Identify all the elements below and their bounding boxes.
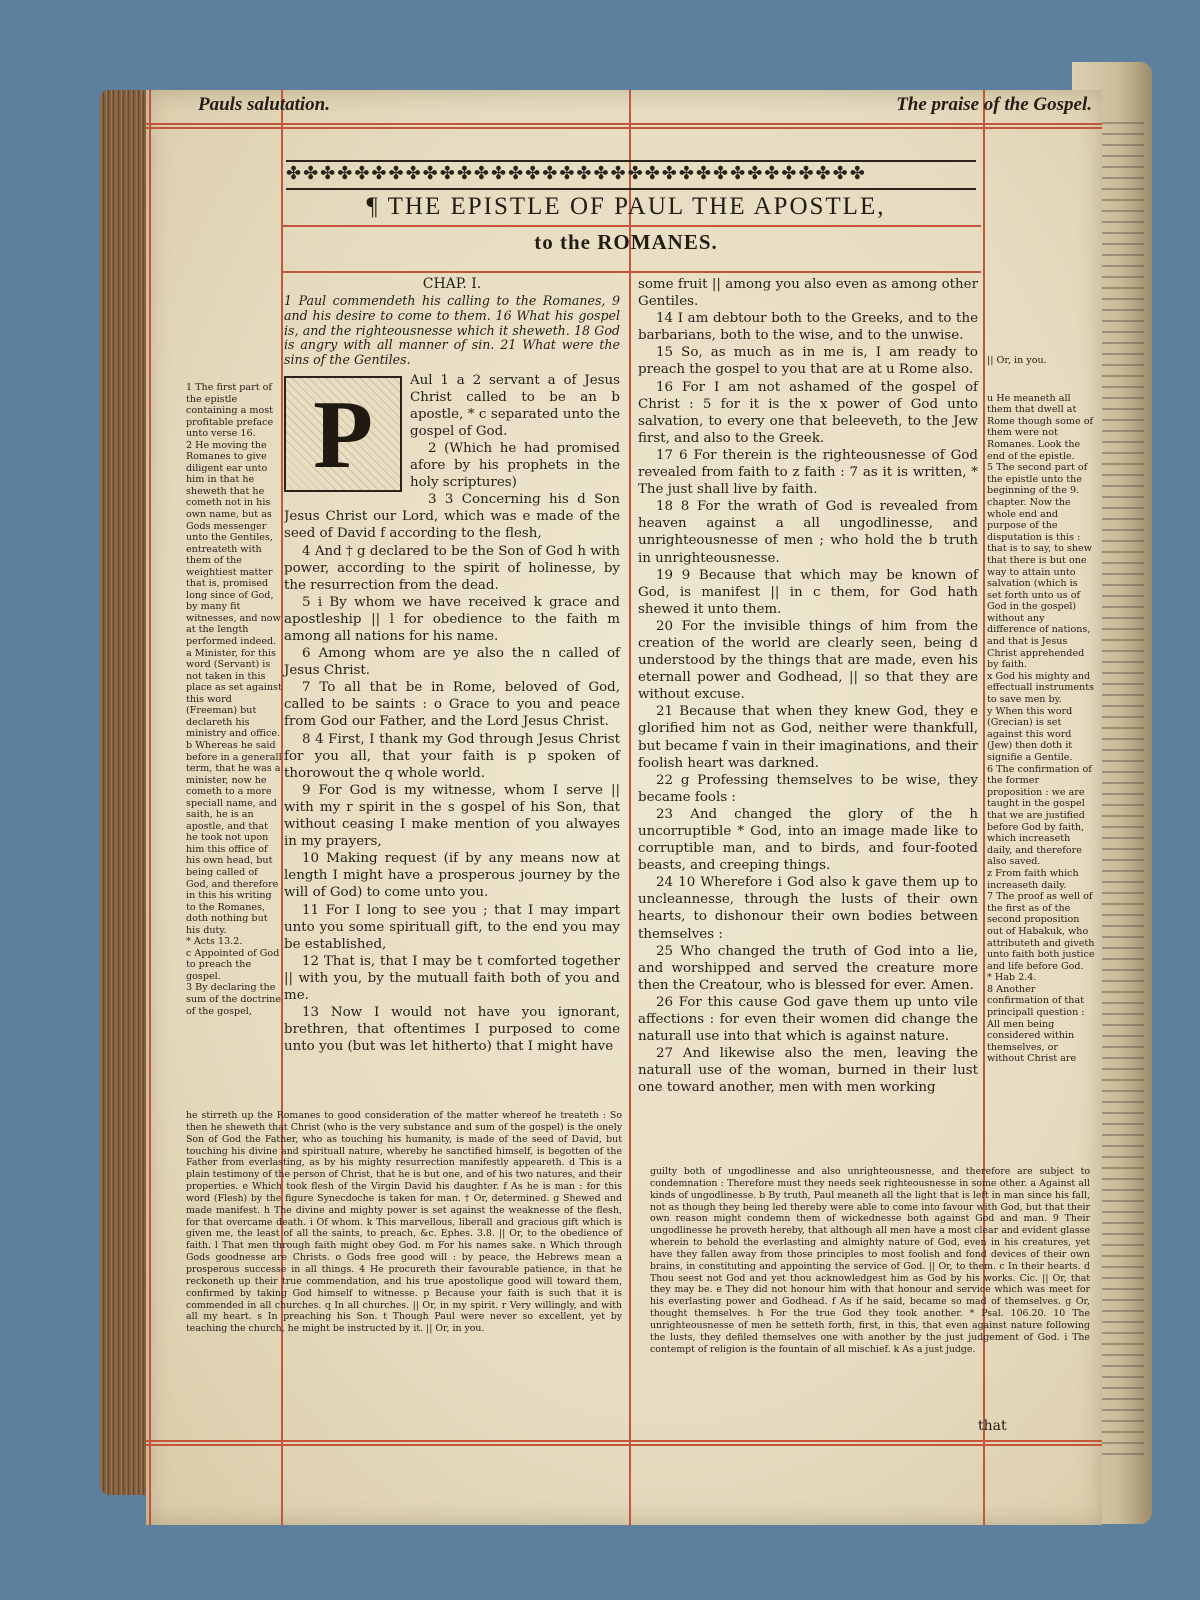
- text-column-right: [638, 276, 978, 1097]
- verse: 15 So, as much as in me is, I am ready to preach the gospel to you that are at u Rome also.: [638, 345, 978, 378]
- verse: 5 i By whom we have received k grace and apostleship || l for obedience to the faith m among all nations for his name.: [284, 594, 620, 645]
- verse: 23 And changed the glory of the h uncorruptible * God, into an image made like to corruptible man, and to birds, and four-footed beasts, and creeping things.: [638, 806, 978, 874]
- verse: 17 6 For therein is the righteousnesse of God revealed from faith to z faith : 7 as it is written, * The just shall live by faith.: [638, 447, 978, 498]
- verse: 14 I am debtour both to the Greeks, and to the barbarians, both to the wise, and to the unwise.: [638, 311, 978, 344]
- rule-left-outer: [149, 90, 151, 1525]
- verse: 11 For I long to see you ; that I may impart unto you some spirituall gift, to the end you may be established,: [284, 902, 620, 952]
- verse: 16 For I am not ashamed of the gospel of Christ : 5 for it is the x power of God unto salvation, to every one that beleeveth, to the Jew first, and also to the Greek.: [638, 379, 978, 446]
- margin-note: 2 He moving the Romanes to give diligent ear unto him in that he sheweth that he cometh not in his own name, but as Gods messenger unto the Gentiles, entreateth with them of the weightiest matter that is, promised long since of God, by many fit witnesses, and now at the length performed indeed.: [186, 439, 281, 648]
- margin-note: 6 The confirmation of the former proposition : we are taught in the gospel that we are justified before God by faith, which increaseth daily, and therefore also saved.: [987, 763, 1092, 868]
- margin-note: || Or, in you.: [987, 355, 1047, 366]
- running-header-right: The praise of the Gospel.: [896, 94, 1092, 115]
- margin-note: 7 The proof as well of the first as of the second proposition out of Habakuk, who attributeth and giveth unto faith both justice and life before God.: [987, 891, 1095, 972]
- verse: 20 For the invisible things of him from the creation of the world are clearly seen, being d understood by the things that are made, even his eternall power and Godhead, || so that they are without excuse.: [638, 618, 978, 703]
- margin-notes-left: [186, 382, 282, 1017]
- margin-note: c Appointed of God to preach the gospel.: [186, 947, 280, 982]
- margin-notes-right: [987, 355, 1095, 1065]
- verse: 13 Now I would not have you ignorant, brethren, that oftentimes I purposed to come unto you (but was let hitherto) that I might have: [284, 1005, 620, 1055]
- open-book: [100, 62, 1152, 1530]
- verse: 10 Making request (if by any means now at length I might have a prosperous journey by the will of God) to come unto you.: [284, 851, 620, 901]
- verse: 24 10 Wherefore i God also k gave them up to uncleannesse, through the lusts of their own hearts, to dishonour their own bodies between themselves :: [638, 875, 978, 942]
- decorated-initial-icon: [284, 376, 402, 492]
- verse: 9 For God is my witnesse, whom I serve || with my r spirit in the s gospel of his Son, that without ceasing I make mention of you alwayes in my prayers,: [284, 782, 620, 850]
- chapter-heading: CHAP. I.: [422, 276, 482, 292]
- margin-note: 8 Another confirmation of that principall question : All men being considered within themselves, or without Christ are: [987, 983, 1085, 1065]
- verse: 6 Among whom are ye also the n called of Jesus Christ.: [284, 646, 620, 679]
- verse: 27 And likewise also the men, leaving the naturall use of the woman, burned in their lust one toward another, men with men working: [638, 1046, 978, 1096]
- book-subtitle: to the ROMANES.: [534, 230, 718, 254]
- dropcap-letter: P: [313, 380, 373, 489]
- margin-note: 3 By declaring the sum of the doctrine of the gospel,: [186, 982, 282, 1017]
- rule-under-subtitle: [281, 271, 981, 273]
- rule-bottom: [146, 1440, 1102, 1442]
- rule-top: [146, 123, 1102, 125]
- verse: 8 4 First, I thank my God through Jesus Christ for you all, that your faith is p spoken of thorowout the q whole world.: [284, 731, 620, 781]
- bible-page: [146, 90, 1102, 1525]
- rule-bottom-inner: [146, 1444, 1102, 1446]
- verse: Aul 1 a 2 servant a of Jesus Christ called to be an b apostle, * c separated unto the gospel of God.: [410, 372, 620, 439]
- margin-note: u He meaneth all them that dwell at Rome though some of them were not Romanes. Look the end of the epistle.: [987, 392, 1094, 462]
- catchword: that: [978, 1418, 1007, 1434]
- verse: 21 Because that when they knew God, they e glorified him not as God, neither were thankfull, but became f vain in their imaginations, and their foolish heart was darkned.: [638, 704, 978, 771]
- text-column-left: [284, 276, 620, 1055]
- verse: 18 8 For the wrath of God is revealed from heaven against a all ungodlinesse, and unrighteousnesse of men ; who hold the b truth in unrighteousnesse.: [638, 499, 978, 566]
- chapter-summary: 1 Paul commendeth his calling to the Romanes, 9 and his desire to come to them. 16 What his gospel is, and the righteousnesse which it sheweth. 18 God is angry with all manner of sin. 21 What were the sins of the Gentiles.: [284, 293, 620, 367]
- rule-top-inner: [146, 127, 1102, 129]
- verse: 25 Who changed the truth of God into a lie, and worshipped and served the creature more then the Creatour, who is blessed for ever. Amen.: [638, 943, 978, 993]
- margin-note: x God his mighty and effectuall instruments to save men by.: [987, 670, 1095, 706]
- verse: some fruit || among you also even as among other Gentiles.: [638, 277, 978, 310]
- verse: 12 That is, that I may be t comforted together || with you, by the mutuall faith both of you and me.: [284, 953, 620, 1003]
- verse: 26 For this cause God gave them up unto vile affections : for even their women did change the naturall use into that which is against nature.: [638, 994, 978, 1045]
- margin-note: 1 The first part of the epistle containing a most profitable preface unto verse 16.: [186, 382, 274, 440]
- verse: 4 And † g declared to be the Son of God h with power, according to the spirit of holinesse, by the resurrection from the dead.: [284, 543, 620, 593]
- margin-note: z From faith which increaseth daily.: [987, 867, 1079, 891]
- verse: 22 g Professing themselves to be wise, they became fools :: [638, 772, 978, 805]
- margin-note: y When this word (Grecian) is set against this word (Jew) then doth it signifie a Gentile.: [987, 705, 1073, 763]
- rule-center: [629, 90, 631, 1525]
- margin-note: a Minister, for this word (Servant) is not taken in this place as set against this word (Freeman) but declareth his ministry and office.: [186, 647, 282, 740]
- margin-note: b Whereas he said before in a generall term, that he was a minister, now he cometh to a more speciall name, and saith, he is an apostle, and that he took not upon him this office of his own head, but being called of God, and therefore in this his writing to the Romanes, doth nothing but his duty.: [186, 739, 282, 936]
- opening-verse-block: [284, 372, 620, 543]
- verse: 7 To all that be in Rome, beloved of God, called to be saints : o Grace to you and peace from God our Father, and the Lord Jesus Christ.: [284, 680, 620, 730]
- footnotes-left: he stirreth up the Romanes to good consideration of the matter whereof he treateth : So then he sheweth that Christ (who is the very substance and sum of the gospel) is the onely Son of God the Father, who as touching his humanity, is made of the seed of David, but touching his divine and spirituall nature, whereby he sanctified himself, is begotten of the Father from everlasting, as by his mighty resurrection manifestly appeareth. d This is a plain testimony of the person of Christ, that he is but one, and of his two natures, and their properties. e Which took flesh of the Virgin David his daughter. f As he is man : for this word (Flesh) by the figure Synecdoche is taken for man. † Or, determined. g Shewed and made manifest. h The divine and mighty power is set against the weaknesse of the flesh, for that overcame death. i Of whom. k This marvellous, liberall and gracious gift which is given me, the least of all the saints, to preach, &c. Ephes. 3.8. || Or, to the obedience of faith. l That men through faith might obey God. m For his names sake. n Which through Gods goodnesse are Christs. o Gods free good will : by peace, the Hebrews mean a prosperous successe in all things. 4 He procureth their favourable patience, in that he reckoneth up their true commendation, and his true apostolique good will toward them, confirmed by taking God himself to witnesse. p Because your faith is such that it is commended in all churches. q In all churches. || Or, in my spirit. r Very willingly, and with all my heart. s In preaching his Son. t Though Paul were never so excellent, yet by teaching the church, he might be instructed by it. || Or, in you.: [186, 1110, 622, 1335]
- footnotes-right: guilty both of ungodlinesse and also unrighteousnesse, and therefore are subject to condemnation : Therefore must they needs seek righteousnesse in some other. a Against all kinds of ungodlinesse. b By truth, Paul meaneth all the light that is left in man since his fall, not as though they being led thereby were able to come into favour with God, but that their own reason might condemn them of wickednesse both against God and man. 9 Their ungodlinesse he proveth hereby, that although all men have a most clear and evident glasse wherein to behold the everlasting and almighty nature of God, even in his creatures, yet have they fallen away from those principles to most foolish and fond devices of their own brains, in constituting and appointing the service of God. || Or, to them. c In their hearts. d Thou seest not God and yet thou acknowledgest him as God by his works. Cic. || Or, that they may be. e They did not honour him with that honour and service which was meet for his everlasting power and Godhead. f As if he said, became so mad of themselves. g Or, thought themselves. h For the true God they took another. * Psal. 106.20. 10 The unrighteousnesse of men he setteth forth, first, in this, that even against nature following the lusts, they defiled themselves one with another by the just judgement of God. i The contempt of religion is the fountain of all mischief. k As a just judge.: [650, 1166, 1090, 1355]
- verse: 2 (Which he had promised afore by his prophets in the holy scriptures): [410, 440, 620, 491]
- margin-note: 5 The second part of the epistle unto the beginning of the 9. chapter. Now the whole end and purpose of the disputation is this : that is to say, to shew that there is but one way to attain unto salvation (which is set forth unto us of God in the gospel) without any difference of nations, and that is Jesus Christ apprehended by faith.: [987, 462, 1092, 671]
- verse: 19 9 Because that which may be known of God, is manifest || in c them, for God hath shewed it unto them.: [638, 567, 978, 617]
- margin-note: * Acts 13.2.: [186, 936, 243, 948]
- book-title: ¶ THE EPISTLE OF PAUL THE APOSTLE,: [366, 193, 886, 220]
- verse: 3 3 Concerning his d Son Jesus Christ our Lord, which was e made of the seed of David f according to the flesh,: [284, 492, 620, 542]
- running-header-left: Pauls salutation.: [198, 94, 330, 115]
- ornament-band: ✤✤✤✤✤✤✤✤✤✤✤✤✤✤✤✤✤✤✤✤✤✤✤✤✤✤✤✤✤✤✤✤✤✤: [286, 160, 976, 190]
- rule-under-title: [281, 225, 981, 227]
- margin-note: * Hab 2.4.: [987, 972, 1037, 984]
